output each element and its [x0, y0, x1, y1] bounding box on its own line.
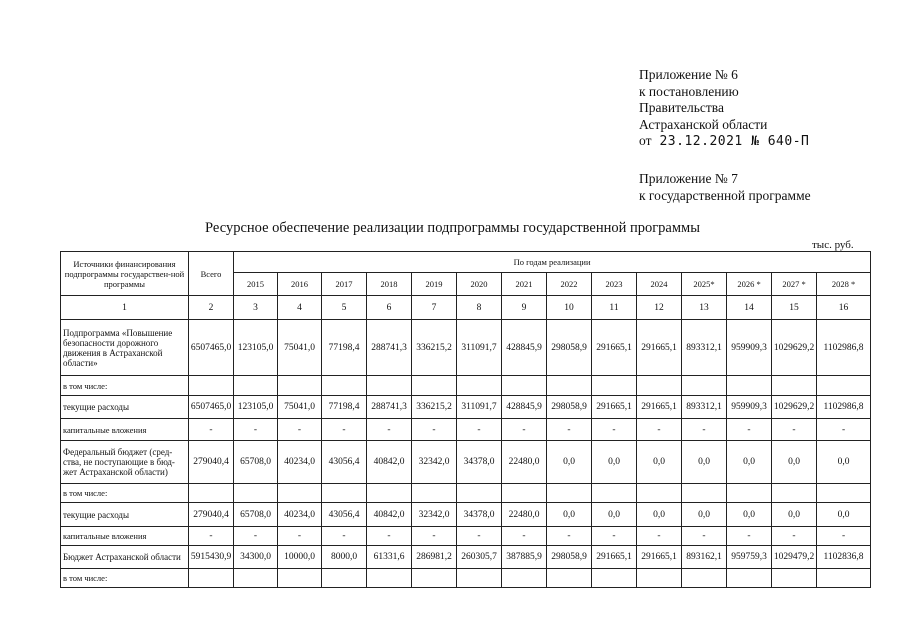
cell-year-value: 1102836,8: [817, 546, 871, 569]
cell-year-value: 10000,0: [278, 546, 322, 569]
cell-total: [189, 569, 234, 588]
table-header: [61, 252, 871, 296]
cell-year-value: 77198,4: [322, 396, 367, 419]
cell-year-value: 336215,2: [412, 320, 457, 376]
cell-year-value: -: [457, 527, 502, 546]
cell-year-value: 34300,0: [234, 546, 278, 569]
cell-total: 279040,4: [189, 441, 234, 484]
header-by-year: По годам реализации: [234, 252, 871, 273]
cell-year-value: 43056,4: [322, 441, 367, 484]
cell-year-value: -: [727, 419, 772, 441]
cell-year-value: [772, 569, 817, 588]
cell-year-value: 1029629,2: [772, 320, 817, 376]
column-number: 13: [682, 296, 727, 320]
cell-year-value: 291665,1: [592, 546, 637, 569]
cell-year-value: -: [367, 419, 412, 441]
appendix-line: Правительства: [639, 100, 724, 115]
row-label: капитальные вложения: [61, 419, 189, 441]
cell-year-value: 65708,0: [234, 441, 278, 484]
cell-year-value: 291665,1: [637, 320, 682, 376]
cell-year-value: 40234,0: [278, 503, 322, 527]
cell-year-value: 32342,0: [412, 441, 457, 484]
cell-year-value: -: [322, 419, 367, 441]
header-year: 2021: [502, 273, 547, 296]
cell-year-value: [367, 569, 412, 588]
cell-year-value: [502, 484, 547, 503]
column-number: 15: [772, 296, 817, 320]
table-row: [61, 441, 871, 484]
cell-year-value: 893162,1: [682, 546, 727, 569]
cell-year-value: 22480,0: [502, 441, 547, 484]
row-label: в том числе:: [61, 569, 189, 588]
cell-year-value: [682, 376, 727, 396]
cell-year-value: [412, 484, 457, 503]
column-number: 1: [61, 296, 189, 320]
cell-year-value: -: [234, 419, 278, 441]
table-row: [61, 376, 871, 396]
header-year: 2020: [457, 273, 502, 296]
cell-year-value: 0,0: [637, 503, 682, 527]
row-label: текущие расходы: [61, 503, 189, 527]
cell-year-value: [682, 569, 727, 588]
cell-year-value: [727, 376, 772, 396]
cell-year-value: [322, 569, 367, 588]
cell-year-value: 40842,0: [367, 503, 412, 527]
cell-year-value: [637, 376, 682, 396]
row-label: капитальные вложения: [61, 527, 189, 546]
date-stamp: 23.12.2021 № 640-П: [659, 134, 810, 149]
column-numbers-row: [61, 296, 871, 320]
column-number: 8: [457, 296, 502, 320]
appendix-line: Приложение № 6: [639, 67, 738, 82]
cell-year-value: [234, 569, 278, 588]
cell-year-value: -: [772, 527, 817, 546]
cell-year-value: 75041,0: [278, 396, 322, 419]
cell-year-value: 1102986,8: [817, 396, 871, 419]
cell-total: -: [189, 527, 234, 546]
header-year: 2024: [637, 273, 682, 296]
cell-year-value: [457, 376, 502, 396]
cell-year-value: -: [772, 419, 817, 441]
cell-total: [189, 484, 234, 503]
cell-year-value: [772, 484, 817, 503]
cell-year-value: 893312,1: [682, 320, 727, 376]
cell-year-value: 0,0: [772, 441, 817, 484]
cell-year-value: [772, 376, 817, 396]
cell-year-value: [682, 484, 727, 503]
appendix-6-block: [639, 67, 889, 151]
cell-year-value: 311091,7: [457, 396, 502, 419]
appendix-line: к государственной программе: [639, 187, 811, 203]
header-year: 2015: [234, 273, 278, 296]
cell-year-value: 65708,0: [234, 503, 278, 527]
cell-year-value: 43056,4: [322, 503, 367, 527]
row-label: текущие расходы: [61, 396, 189, 419]
cell-year-value: [817, 569, 871, 588]
cell-year-value: 0,0: [817, 441, 871, 484]
cell-total: [189, 376, 234, 396]
cell-year-value: -: [637, 527, 682, 546]
appendix-line: Астраханской области: [639, 116, 768, 132]
cell-year-value: [278, 484, 322, 503]
cell-year-value: [412, 569, 457, 588]
cell-year-value: 291665,1: [592, 320, 637, 376]
row-label: Бюджет Астраханской области: [61, 546, 189, 569]
cell-year-value: -: [322, 527, 367, 546]
cell-year-value: -: [727, 527, 772, 546]
cell-year-value: [592, 569, 637, 588]
cell-year-value: 298058,9: [547, 320, 592, 376]
cell-year-value: 40842,0: [367, 441, 412, 484]
cell-year-value: 959759,3: [727, 546, 772, 569]
cell-year-value: [457, 484, 502, 503]
column-number: 10: [547, 296, 592, 320]
cell-year-value: [592, 484, 637, 503]
cell-year-value: [322, 484, 367, 503]
cell-year-value: -: [547, 419, 592, 441]
cell-total: 6507465,0: [189, 396, 234, 419]
cell-year-value: [547, 376, 592, 396]
cell-year-value: 0,0: [817, 503, 871, 527]
header-year: 2028 *: [817, 273, 871, 296]
cell-year-value: 959909,3: [727, 320, 772, 376]
cell-year-value: 288741,3: [367, 396, 412, 419]
header-year: 2022: [547, 273, 592, 296]
cell-year-value: [234, 484, 278, 503]
cell-year-value: [547, 484, 592, 503]
cell-year-value: [502, 569, 547, 588]
column-number: 3: [234, 296, 278, 320]
header-year: 2026 *: [727, 273, 772, 296]
column-number: 5: [322, 296, 367, 320]
row-label: в том числе:: [61, 484, 189, 503]
cell-year-value: -: [412, 527, 457, 546]
cell-year-value: [817, 484, 871, 503]
cell-total: 5915430,9: [189, 546, 234, 569]
header-year: 2016: [278, 273, 322, 296]
cell-year-value: 75041,0: [278, 320, 322, 376]
header-sources: Источники финансирования подпрограммы государствен-ной программы: [61, 252, 189, 296]
column-number: 4: [278, 296, 322, 320]
cell-year-value: [637, 569, 682, 588]
cell-year-value: 0,0: [637, 441, 682, 484]
column-number: 12: [637, 296, 682, 320]
cell-year-value: 260305,7: [457, 546, 502, 569]
cell-year-value: [592, 376, 637, 396]
cell-year-value: 428845,9: [502, 396, 547, 419]
cell-year-value: 298058,9: [547, 546, 592, 569]
cell-year-value: 8000,0: [322, 546, 367, 569]
cell-year-value: [637, 484, 682, 503]
cell-year-value: 0,0: [547, 441, 592, 484]
cell-year-value: [234, 376, 278, 396]
cell-year-value: [322, 376, 367, 396]
cell-year-value: 0,0: [727, 441, 772, 484]
cell-year-value: -: [502, 527, 547, 546]
cell-year-value: 123105,0: [234, 396, 278, 419]
cell-year-value: -: [278, 419, 322, 441]
column-number: 14: [727, 296, 772, 320]
table-row: [61, 419, 871, 441]
cell-year-value: 61331,6: [367, 546, 412, 569]
cell-year-value: [817, 376, 871, 396]
cell-year-value: -: [234, 527, 278, 546]
column-number: 16: [817, 296, 871, 320]
cell-year-value: [547, 569, 592, 588]
cell-year-value: 291665,1: [637, 546, 682, 569]
cell-year-value: 0,0: [772, 503, 817, 527]
cell-year-value: 893312,1: [682, 396, 727, 419]
cell-year-value: 291665,1: [637, 396, 682, 419]
cell-year-value: 0,0: [727, 503, 772, 527]
cell-year-value: 34378,0: [457, 503, 502, 527]
cell-year-value: 1102986,8: [817, 320, 871, 376]
document-title: Ресурсное обеспечение реализации подпрограммы государственной программы: [205, 220, 700, 236]
cell-year-value: [412, 376, 457, 396]
cell-year-value: [278, 376, 322, 396]
cell-year-value: 0,0: [682, 503, 727, 527]
cell-year-value: -: [817, 419, 871, 441]
cell-year-value: -: [592, 527, 637, 546]
header-year: 2017: [322, 273, 367, 296]
table-row: [61, 527, 871, 546]
cell-year-value: 0,0: [592, 503, 637, 527]
cell-year-value: 387885,9: [502, 546, 547, 569]
header-year: 2018: [367, 273, 412, 296]
cell-year-value: 0,0: [682, 441, 727, 484]
table-row: [61, 484, 871, 503]
cell-year-value: -: [278, 527, 322, 546]
row-label: в том числе:: [61, 376, 189, 396]
table-row: [61, 503, 871, 527]
cell-year-value: [278, 569, 322, 588]
cell-year-value: 286981,2: [412, 546, 457, 569]
row-label: Подпрограмма «Повышение безопасности дорожного движения в Астраханской области»: [61, 320, 189, 376]
cell-year-value: [727, 484, 772, 503]
cell-year-value: -: [682, 419, 727, 441]
column-number: 11: [592, 296, 637, 320]
header-year: 2023: [592, 273, 637, 296]
cell-year-value: [457, 569, 502, 588]
column-number: 9: [502, 296, 547, 320]
column-number: 7: [412, 296, 457, 320]
table-row: [61, 320, 871, 376]
column-number: 6: [367, 296, 412, 320]
cell-year-value: -: [412, 419, 457, 441]
appendix-line: Приложение № 7: [639, 171, 738, 186]
cell-year-value: [367, 376, 412, 396]
cell-year-value: 0,0: [592, 441, 637, 484]
header-total: Всего: [189, 252, 234, 296]
cell-year-value: 77198,4: [322, 320, 367, 376]
cell-year-value: [727, 569, 772, 588]
cell-year-value: -: [592, 419, 637, 441]
appendix-line: к постановлению: [639, 83, 739, 99]
cell-year-value: 22480,0: [502, 503, 547, 527]
cell-year-value: -: [817, 527, 871, 546]
cell-year-value: 0,0: [547, 503, 592, 527]
resource-table: [60, 251, 871, 588]
cell-year-value: -: [682, 527, 727, 546]
cell-year-value: 32342,0: [412, 503, 457, 527]
cell-year-value: 336215,2: [412, 396, 457, 419]
table-row: [61, 396, 871, 419]
appendix-7-block: [639, 171, 899, 204]
table-body: [61, 296, 871, 588]
cell-year-value: -: [457, 419, 502, 441]
cell-year-value: 40234,0: [278, 441, 322, 484]
header-year: 2025*: [682, 273, 727, 296]
cell-year-value: [367, 484, 412, 503]
cell-year-value: 291665,1: [592, 396, 637, 419]
units-label: тыс. руб.: [812, 239, 854, 251]
cell-year-value: -: [502, 419, 547, 441]
cell-total: -: [189, 419, 234, 441]
column-number: 2: [189, 296, 234, 320]
cell-year-value: 959909,3: [727, 396, 772, 419]
cell-year-value: 311091,7: [457, 320, 502, 376]
table-row: [61, 569, 871, 588]
row-label: Федеральный бюджет (сред-ства, не поступающие в бюд-жет Астраханской области): [61, 441, 189, 484]
header-year: 2027 *: [772, 273, 817, 296]
cell-year-value: 1029629,2: [772, 396, 817, 419]
cell-year-value: [502, 376, 547, 396]
header-year: 2019: [412, 273, 457, 296]
cell-year-value: 298058,9: [547, 396, 592, 419]
table-row: [61, 546, 871, 569]
cell-year-value: 1029479,2: [772, 546, 817, 569]
cell-year-value: 288741,3: [367, 320, 412, 376]
cell-year-value: -: [547, 527, 592, 546]
date-prefix: от: [639, 133, 652, 148]
appendix-date-line: [639, 133, 889, 151]
cell-total: 6507465,0: [189, 320, 234, 376]
cell-total: 279040,4: [189, 503, 234, 527]
cell-year-value: 34378,0: [457, 441, 502, 484]
cell-year-value: 123105,0: [234, 320, 278, 376]
cell-year-value: -: [367, 527, 412, 546]
cell-year-value: -: [637, 419, 682, 441]
cell-year-value: 428845,9: [502, 320, 547, 376]
